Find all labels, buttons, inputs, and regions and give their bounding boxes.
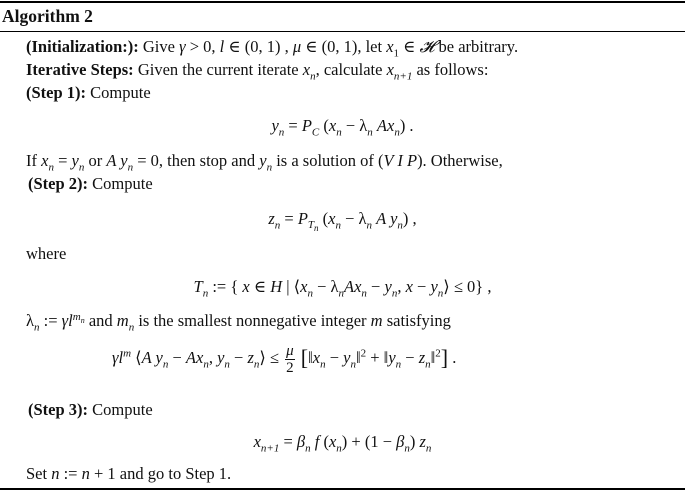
step1-equation: $y_n = P_C$ ($x_n - \lambda_n$ $Ax_n$) . [271, 116, 414, 139]
step3-equation: $x_{n+1} = \beta_n$ f $(x_n) + (1 - \beta_n)$ $z_n$ [253, 432, 432, 455]
iterative-label: Iterative Steps: [26, 60, 134, 79]
where-text: where [26, 244, 67, 263]
armijo-inequality: $\gamma l^m$ ⟨A $y_n - Ax_n$, $y_n$ − $z_n⟩$ ≤ $\frac{\mu}{2}$ [$‖x_n$ − $y_n‖^2$ + $‖y_n$ − $z_n‖^2$] . [112, 342, 457, 376]
step3-line [28, 399, 153, 421]
step3-text: Compute [92, 400, 153, 419]
step2-line [28, 173, 153, 195]
bottom-rule [0, 488, 685, 490]
step2-label: (Step 2): [28, 174, 89, 193]
step1-text: Compute [90, 83, 151, 102]
final-step: Set n := n + 1 and go to Step 1. [26, 464, 232, 483]
iterative-text: Given the current iterate $x_n$, calculate $x_{n+1}$ as follows: [137, 60, 489, 83]
step1-line [26, 82, 151, 104]
initialization-line [26, 36, 518, 58]
stop-condition: If $x_n = y_n$ or A $y_n = 0$, then stop and $y_n$ is a solution of (V I P). Otherwise, [26, 151, 503, 174]
set-definition: $T_n$ := { x ∈ H | $⟨x_n - \lambda_nAx_n - y_n$, $x - y_n⟩ \le 0$} , [193, 277, 492, 300]
step3-label: (Step 3): [28, 400, 89, 419]
algorithm-title: Algorithm 2 [2, 6, 93, 26]
top-rule [0, 1, 685, 3]
step1-label: (Step 1): [26, 83, 87, 102]
step2-text: Compute [92, 174, 153, 193]
lambda-definition: $\lambda_n$ := $\gamma l^{m_n}$ and $m_n$ is the smallest nonnegative integer m satisfying [26, 310, 451, 334]
step2-equation: $z_n = P_{T_n}$ ($x_n - \lambda_n$ A $y_n$) , [268, 209, 417, 234]
mu-over-two: $\frac{\mu}{2}$ [286, 342, 294, 376]
iterative-line [26, 59, 488, 81]
initialization-label: (Initialization:): [26, 37, 139, 56]
initialization-text: Give γ > 0, l ∈ (0, 1) , μ ∈ (0, 1), let $x_1$ ∈ 𝓗 be arbitrary. [142, 37, 519, 60]
title-rule [0, 31, 685, 32]
